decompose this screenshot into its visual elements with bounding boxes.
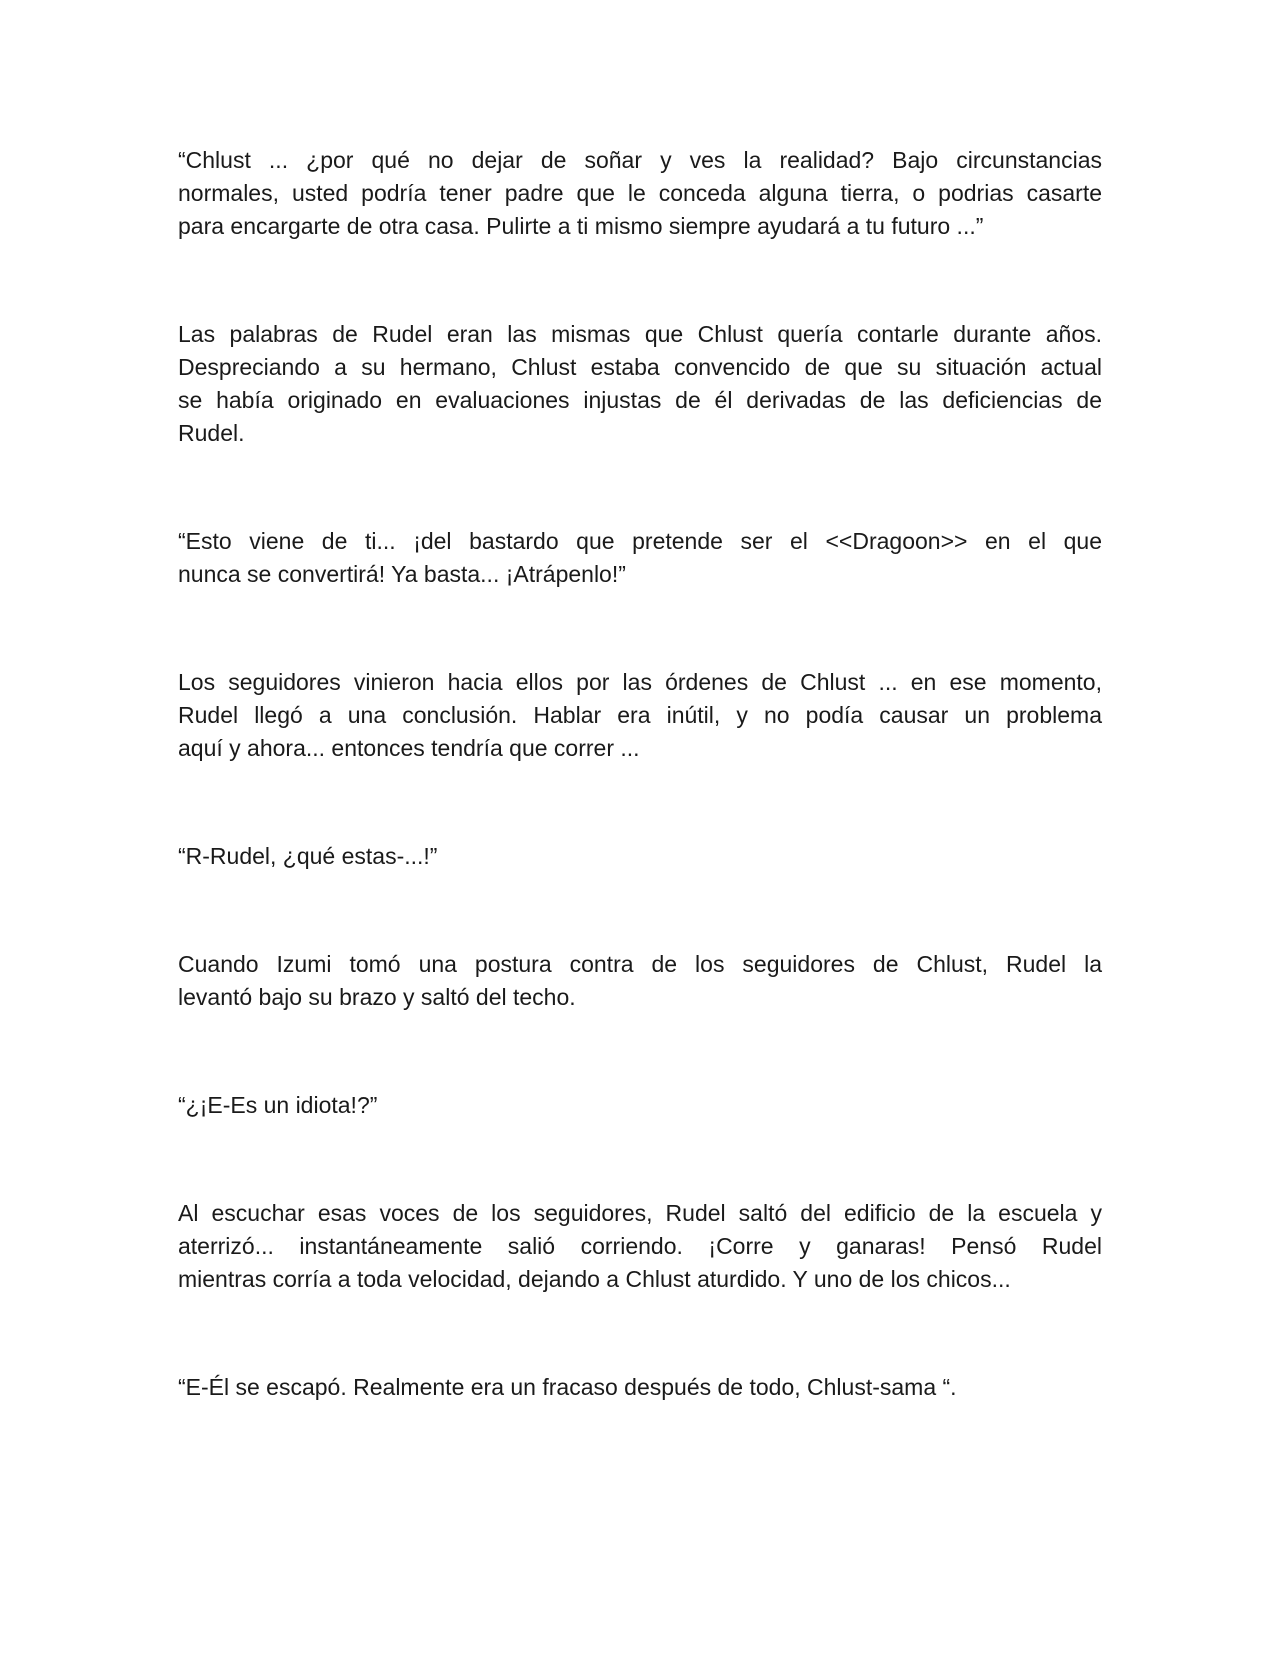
text-line: Cuando Izumi tomó una postura contra de los seguidores de Chlust, Rudel la: [178, 951, 1102, 977]
text-line: aquí y ahora... entonces tendría que correr ...: [178, 735, 640, 761]
text-line: mientras corría a toda velocidad, dejando a Chlust aturdido. Y uno de los chicos...: [178, 1266, 1011, 1292]
text-line: Rudel.: [178, 420, 245, 446]
text-line: “Chlust ... ¿por qué no dejar de soñar y ves la realidad? Bajo circunstancias: [178, 147, 1102, 173]
text-line: Despreciando a su hermano, Chlust estaba convencido de que su situación actual: [178, 354, 1102, 380]
document-body: [178, 144, 1102, 1404]
paragraph: [178, 318, 1102, 450]
text-line: Al escuchar esas voces de los seguidores, Rudel saltó del edificio de la escuela y: [178, 1200, 1102, 1226]
paragraph: [178, 1089, 1102, 1122]
text-line: para encargarte de otra casa. Pulirte a ti mismo siempre ayudará a tu futuro ...”: [178, 213, 984, 239]
text-line: nunca se convertirá! Ya basta... ¡Atrápenlo!”: [178, 561, 626, 587]
text-line: Las palabras de Rudel eran las mismas que Chlust quería contarle durante años.: [178, 321, 1102, 347]
text-line: “¿¡E-Es un idiota!?”: [178, 1092, 378, 1118]
text-line: Los seguidores vinieron hacia ellos por las órdenes de Chlust ... en ese momento,: [178, 669, 1102, 695]
text-line: se había originado en evaluaciones injustas de él derivadas de las deficiencias de: [178, 387, 1102, 413]
text-line: “R-Rudel, ¿qué estas-...!”: [178, 843, 438, 869]
text-line: “Esto viene de ti... ¡del bastardo que pretende ser el <<Dragoon>> en el que: [178, 528, 1102, 554]
text-line: normales, usted podría tener padre que le conceda alguna tierra, o podrias casarte: [178, 180, 1102, 206]
paragraph: [178, 666, 1102, 765]
paragraph: [178, 525, 1102, 591]
text-line: levantó bajo su brazo y saltó del techo.: [178, 984, 576, 1010]
text-line: aterrizó... instantáneamente salió corriendo. ¡Corre y ganaras! Pensó Rudel: [178, 1233, 1102, 1259]
text-line: Rudel llegó a una conclusión. Hablar era inútil, y no podía causar un problema: [178, 702, 1102, 728]
paragraph: [178, 1371, 1102, 1404]
paragraph: [178, 144, 1102, 243]
paragraph: [178, 1197, 1102, 1296]
paragraph: [178, 948, 1102, 1014]
paragraph: [178, 840, 1102, 873]
text-line: “E-Él se escapó. Realmente era un fracaso después de todo, Chlust-sama “.: [178, 1374, 957, 1400]
